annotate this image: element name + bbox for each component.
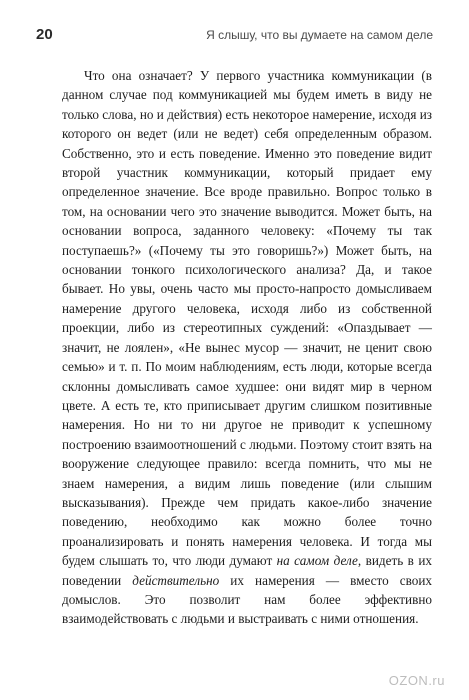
body-text-part-3: их намерения — вместо своих домыслов. Это позволит нам более эффективно взаимодействовать с людьми и выстраивать с ними отношения.: [62, 572, 432, 627]
page-header: [36, 26, 433, 48]
running-title: Я слышу, что вы думаете на самом деле: [206, 28, 433, 42]
body-emphasis-2: действительно: [132, 572, 220, 588]
body-text-part-2: , видеть в их поведении: [62, 553, 432, 588]
watermark-logo: OZON.ru: [388, 673, 445, 688]
page-number: 20: [36, 26, 53, 43]
body-text-part-1: Что она означает? У первого участника коммуникации (в данном случае под коммуникацией мы будем иметь в виду не только слова, но и действия) есть некоторое намерение, исходя из которого он ведет (или не ведет) себя определенным образом. Собственно, это и есть поведение. Именно это поведение видит второй участник коммуникации, который придает ему определенное значение. Все вроде правильно. Вопрос только в том, на основании чего это значение выводится. Может быть, на основании вопроса, заданного человеку: «Почему ты так поступаешь?» («Почему ты это говоришь?») Может быть, на основании тонкого психологического анализа? Да, и такое бывает. Но увы, очень часто мы просто-напросто домысливаем намерение другого человека, исходя либо из собственной проекции, либо из стереотипных суждений: «Опаздывает — значит, не лоялен», «Не вынес мусор — значит, не ценит свою семью» и т. п. По моим наблюдениям, есть люди, которые всегда склонны домысливать самое худшее: они видят мир в черном цвете. А есть те, кто приписывает другим слишком позитивные намерения. Но ни то ни другое не приводит к успешному построению взаимоотношений с людьми. Поэтому стоит взять на вооружение следующее правило: всегда помнить, что мы не знаем намерения, а видим лишь поведение (или слышим высказывания). Прежде чем придать какое-либо значение поведению, необходимо как можно более точно проанализировать и понять намерения человека. И тогда мы будем слышать то, что люди думают: [62, 68, 432, 569]
body-emphasis-1: на самом деле: [276, 553, 358, 569]
body-paragraph: [62, 66, 432, 629]
